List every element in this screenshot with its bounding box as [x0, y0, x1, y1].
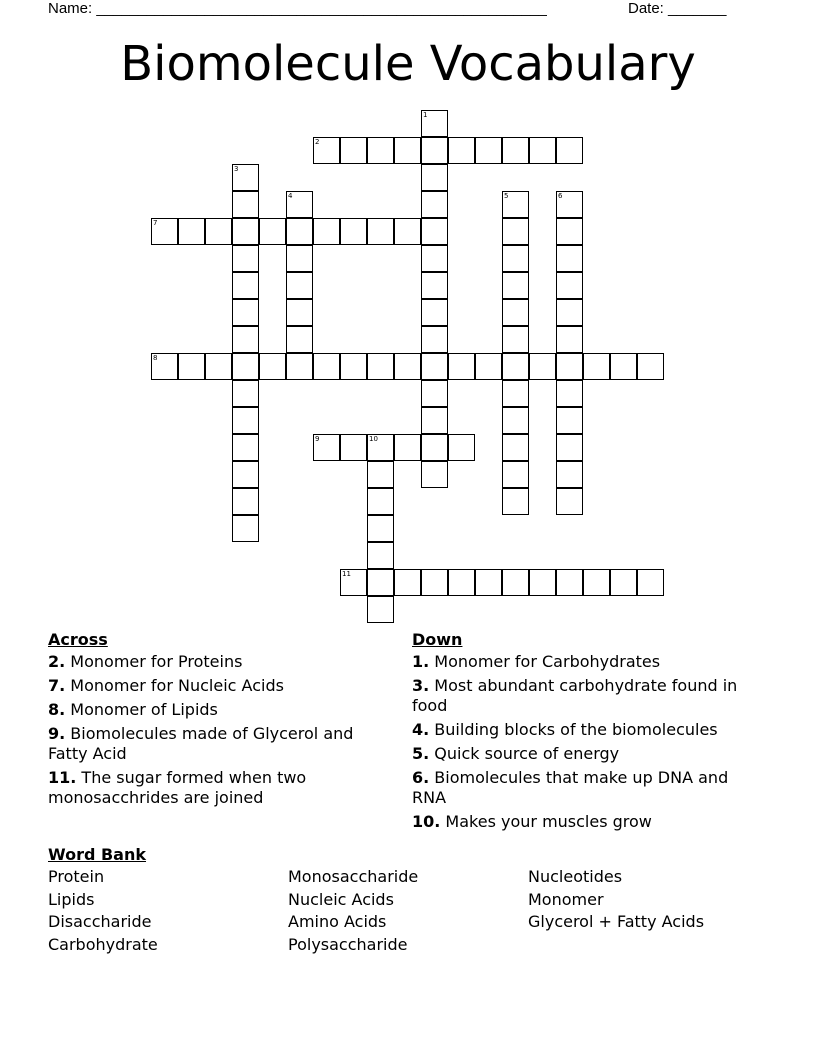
crossword-cell[interactable]: [421, 110, 448, 137]
word-bank-item: Amino Acids: [288, 912, 387, 931]
crossword-cell[interactable]: [340, 353, 367, 380]
crossword-cell[interactable]: [556, 272, 583, 299]
crossword-cell[interactable]: [502, 380, 529, 407]
crossword-cell[interactable]: [556, 407, 583, 434]
word-bank-item: Protein: [48, 867, 105, 886]
clue-number: 5: [504, 192, 509, 200]
clue-text: Monomer for Nucleic Acids: [65, 676, 284, 695]
crossword-cell[interactable]: [556, 326, 583, 353]
crossword-cell[interactable]: [259, 353, 286, 380]
crossword-cell[interactable]: [421, 191, 448, 218]
clue-text: Most abundant carbohydrate found in food: [412, 676, 738, 715]
clue-text: Biomolecules made of Glycerol and Fatty Acid: [48, 724, 354, 763]
clue-number: 9: [315, 435, 320, 443]
across-clue: [48, 768, 388, 808]
word-bank-item: Nucleic Acids: [288, 889, 394, 909]
crossword-cell[interactable]: [502, 353, 529, 380]
across-clue-list: [48, 652, 388, 808]
clue-number: 1.: [412, 652, 430, 671]
clue-number: 11: [342, 570, 351, 578]
clue-number: 4.: [412, 720, 430, 739]
crossword-cell[interactable]: [583, 353, 610, 380]
word-bank-item: Nucleotides: [528, 867, 623, 886]
crossword-cell[interactable]: [556, 380, 583, 407]
clue-number: 7: [153, 219, 158, 227]
word-bank-item: Polysaccharide: [288, 934, 408, 954]
crossword-cell[interactable]: [556, 569, 583, 596]
crossword-cell[interactable]: [502, 218, 529, 245]
crossword-cell[interactable]: [340, 569, 367, 596]
crossword-cell[interactable]: [151, 353, 178, 380]
crossword-cell[interactable]: [340, 434, 367, 461]
down-clue: [412, 720, 757, 740]
crossword-cell[interactable]: [421, 245, 448, 272]
crossword-cell[interactable]: [421, 569, 448, 596]
crossword-cell[interactable]: [178, 218, 205, 245]
crossword-cell[interactable]: [502, 488, 529, 515]
crossword-cell[interactable]: [394, 434, 421, 461]
crossword-cell[interactable]: [205, 353, 232, 380]
crossword-cell[interactable]: [421, 434, 448, 461]
clue-number: 2: [315, 138, 320, 146]
across-clue: [48, 724, 388, 764]
crossword-cell[interactable]: [502, 272, 529, 299]
down-clue: [412, 676, 757, 716]
crossword-cell[interactable]: [529, 353, 556, 380]
crossword-cell[interactable]: [367, 461, 394, 488]
crossword-cell[interactable]: [583, 569, 610, 596]
crossword-cell[interactable]: [421, 461, 448, 488]
crossword-cell[interactable]: [448, 434, 475, 461]
clue-number: 5.: [412, 744, 430, 763]
crossword-cell[interactable]: [529, 569, 556, 596]
clue-number: 6.: [412, 768, 430, 787]
crossword-cell[interactable]: [448, 569, 475, 596]
crossword-cell[interactable]: [610, 569, 637, 596]
crossword-cell[interactable]: [394, 218, 421, 245]
crossword-cell[interactable]: [529, 137, 556, 164]
crossword-cell[interactable]: [232, 380, 259, 407]
crossword-cell[interactable]: [448, 137, 475, 164]
crossword-cell[interactable]: [502, 461, 529, 488]
crossword-cell[interactable]: [286, 326, 313, 353]
crossword-cell[interactable]: [313, 353, 340, 380]
down-clue: [412, 812, 757, 832]
crossword-cell[interactable]: [502, 569, 529, 596]
date-field-label: Date: _______: [628, 0, 727, 17]
clue-number: 4: [288, 192, 293, 200]
clue-text: The sugar formed when two monosacchrides are joined: [48, 768, 307, 807]
clue-number: 10.: [412, 812, 441, 831]
crossword-cell[interactable]: [502, 191, 529, 218]
word-bank-grid: [48, 866, 768, 966]
crossword-cell[interactable]: [556, 137, 583, 164]
crossword-cell[interactable]: [232, 218, 259, 245]
clue-number: 11.: [48, 768, 77, 787]
clue-number: 3: [234, 165, 239, 173]
clue-text: Biomolecules that make up DNA and RNA: [412, 768, 729, 807]
word-bank-item: Lipids: [48, 889, 95, 909]
crossword-cell[interactable]: [259, 218, 286, 245]
crossword-cell[interactable]: [556, 218, 583, 245]
word-bank-item: Carbohydrate: [48, 934, 158, 954]
clue-text: Building blocks of the biomolecules: [429, 720, 718, 739]
crossword-cell[interactable]: [556, 299, 583, 326]
crossword-cell[interactable]: [286, 245, 313, 272]
across-clue: [48, 676, 388, 696]
crossword-cell[interactable]: [367, 137, 394, 164]
crossword-cell[interactable]: [286, 218, 313, 245]
crossword-cell[interactable]: [232, 272, 259, 299]
crossword-cell[interactable]: [367, 434, 394, 461]
crossword-cell[interactable]: [232, 299, 259, 326]
clue-number: 8: [153, 354, 158, 362]
crossword-cell[interactable]: [421, 407, 448, 434]
crossword-cell[interactable]: [232, 164, 259, 191]
down-clue: [412, 768, 757, 808]
crossword-cell[interactable]: [502, 137, 529, 164]
crossword-cell[interactable]: [475, 569, 502, 596]
crossword-cell[interactable]: [556, 461, 583, 488]
crossword-cell[interactable]: [421, 380, 448, 407]
crossword-cell[interactable]: [421, 299, 448, 326]
clue-number: 6: [558, 192, 563, 200]
crossword-cell[interactable]: [502, 434, 529, 461]
clue-number: 9.: [48, 724, 66, 743]
crossword-cell[interactable]: [556, 191, 583, 218]
page-title: Biomolecule Vocabulary: [120, 36, 696, 92]
crossword-cell[interactable]: [556, 434, 583, 461]
crossword-cell[interactable]: [394, 353, 421, 380]
word-bank-heading: Word Bank: [48, 845, 147, 864]
crossword-cell[interactable]: [610, 353, 637, 380]
crossword-cell[interactable]: [421, 137, 448, 164]
crossword-cell[interactable]: [232, 488, 259, 515]
crossword-cell[interactable]: [313, 434, 340, 461]
crossword-cell[interactable]: [232, 353, 259, 380]
crossword-cell[interactable]: [502, 299, 529, 326]
crossword-cell[interactable]: [232, 434, 259, 461]
crossword-cell[interactable]: [367, 218, 394, 245]
crossword-cell[interactable]: [313, 218, 340, 245]
across-heading: Across: [48, 630, 108, 649]
crossword-cell[interactable]: [286, 299, 313, 326]
crossword-cell[interactable]: [421, 218, 448, 245]
crossword-cell[interactable]: [340, 218, 367, 245]
crossword-cell[interactable]: [232, 245, 259, 272]
crossword-cell[interactable]: [232, 407, 259, 434]
across-clue: [48, 700, 388, 720]
crossword-cell[interactable]: [232, 461, 259, 488]
clue-number: 1: [423, 111, 428, 119]
name-field-label: Name: ______________________________________________________: [48, 0, 547, 17]
crossword-cell[interactable]: [313, 137, 340, 164]
crossword-cell[interactable]: [421, 164, 448, 191]
crossword-cell[interactable]: [232, 326, 259, 353]
crossword-cell[interactable]: [232, 515, 259, 542]
word-bank: [48, 845, 768, 966]
crossword-cell[interactable]: [340, 137, 367, 164]
crossword-cell[interactable]: [367, 488, 394, 515]
down-clue: [412, 652, 757, 672]
clue-text: Makes your muscles grow: [440, 812, 652, 831]
crossword-cell[interactable]: [502, 326, 529, 353]
crossword-cell[interactable]: [367, 596, 394, 623]
crossword-cell[interactable]: [286, 272, 313, 299]
word-bank-item: Disaccharide: [48, 912, 152, 931]
clue-text: Monomer for Carbohydrates: [429, 652, 661, 671]
crossword-cell[interactable]: [448, 353, 475, 380]
clue-number: 8.: [48, 700, 66, 719]
word-bank-item: Monosaccharide: [288, 867, 419, 886]
crossword-cell[interactable]: [286, 353, 313, 380]
clue-number: 10: [369, 435, 378, 443]
crossword-cell[interactable]: [502, 407, 529, 434]
down-clues: [412, 630, 757, 836]
crossword-cell[interactable]: [367, 542, 394, 569]
crossword-cell[interactable]: [475, 137, 502, 164]
crossword-cell[interactable]: [637, 569, 664, 596]
crossword-cell[interactable]: [367, 353, 394, 380]
clue-text: Monomer for Proteins: [65, 652, 243, 671]
clue-number: 7.: [48, 676, 66, 695]
crossword-cell[interactable]: [421, 326, 448, 353]
crossword-cell[interactable]: [151, 218, 178, 245]
crossword-cell[interactable]: [205, 218, 232, 245]
crossword-cell[interactable]: [556, 245, 583, 272]
crossword-cell[interactable]: [637, 353, 664, 380]
crossword-cell[interactable]: [367, 515, 394, 542]
crossword-cell[interactable]: [232, 191, 259, 218]
crossword-cell[interactable]: [286, 191, 313, 218]
crossword-cell[interactable]: [421, 353, 448, 380]
crossword-cell[interactable]: [178, 353, 205, 380]
word-bank-item: Glycerol + Fatty Acids: [528, 912, 705, 931]
crossword-cell[interactable]: [367, 569, 394, 596]
clue-number: 2.: [48, 652, 66, 671]
across-clues: [48, 630, 388, 812]
word-bank-item: Monomer: [528, 889, 604, 909]
crossword-cell[interactable]: [475, 353, 502, 380]
crossword-cell[interactable]: [394, 569, 421, 596]
down-clue-list: [412, 652, 757, 832]
across-clue: [48, 652, 388, 672]
clue-text: Monomer of Lipids: [65, 700, 218, 719]
crossword-cell[interactable]: [556, 353, 583, 380]
crossword-cell[interactable]: [502, 245, 529, 272]
crossword-cell[interactable]: [394, 137, 421, 164]
down-heading: Down: [412, 630, 463, 649]
crossword-cell[interactable]: [556, 488, 583, 515]
clue-number: 3.: [412, 676, 430, 695]
down-clue: [412, 744, 757, 764]
crossword-cell[interactable]: [421, 272, 448, 299]
clue-text: Quick source of energy: [429, 744, 620, 763]
